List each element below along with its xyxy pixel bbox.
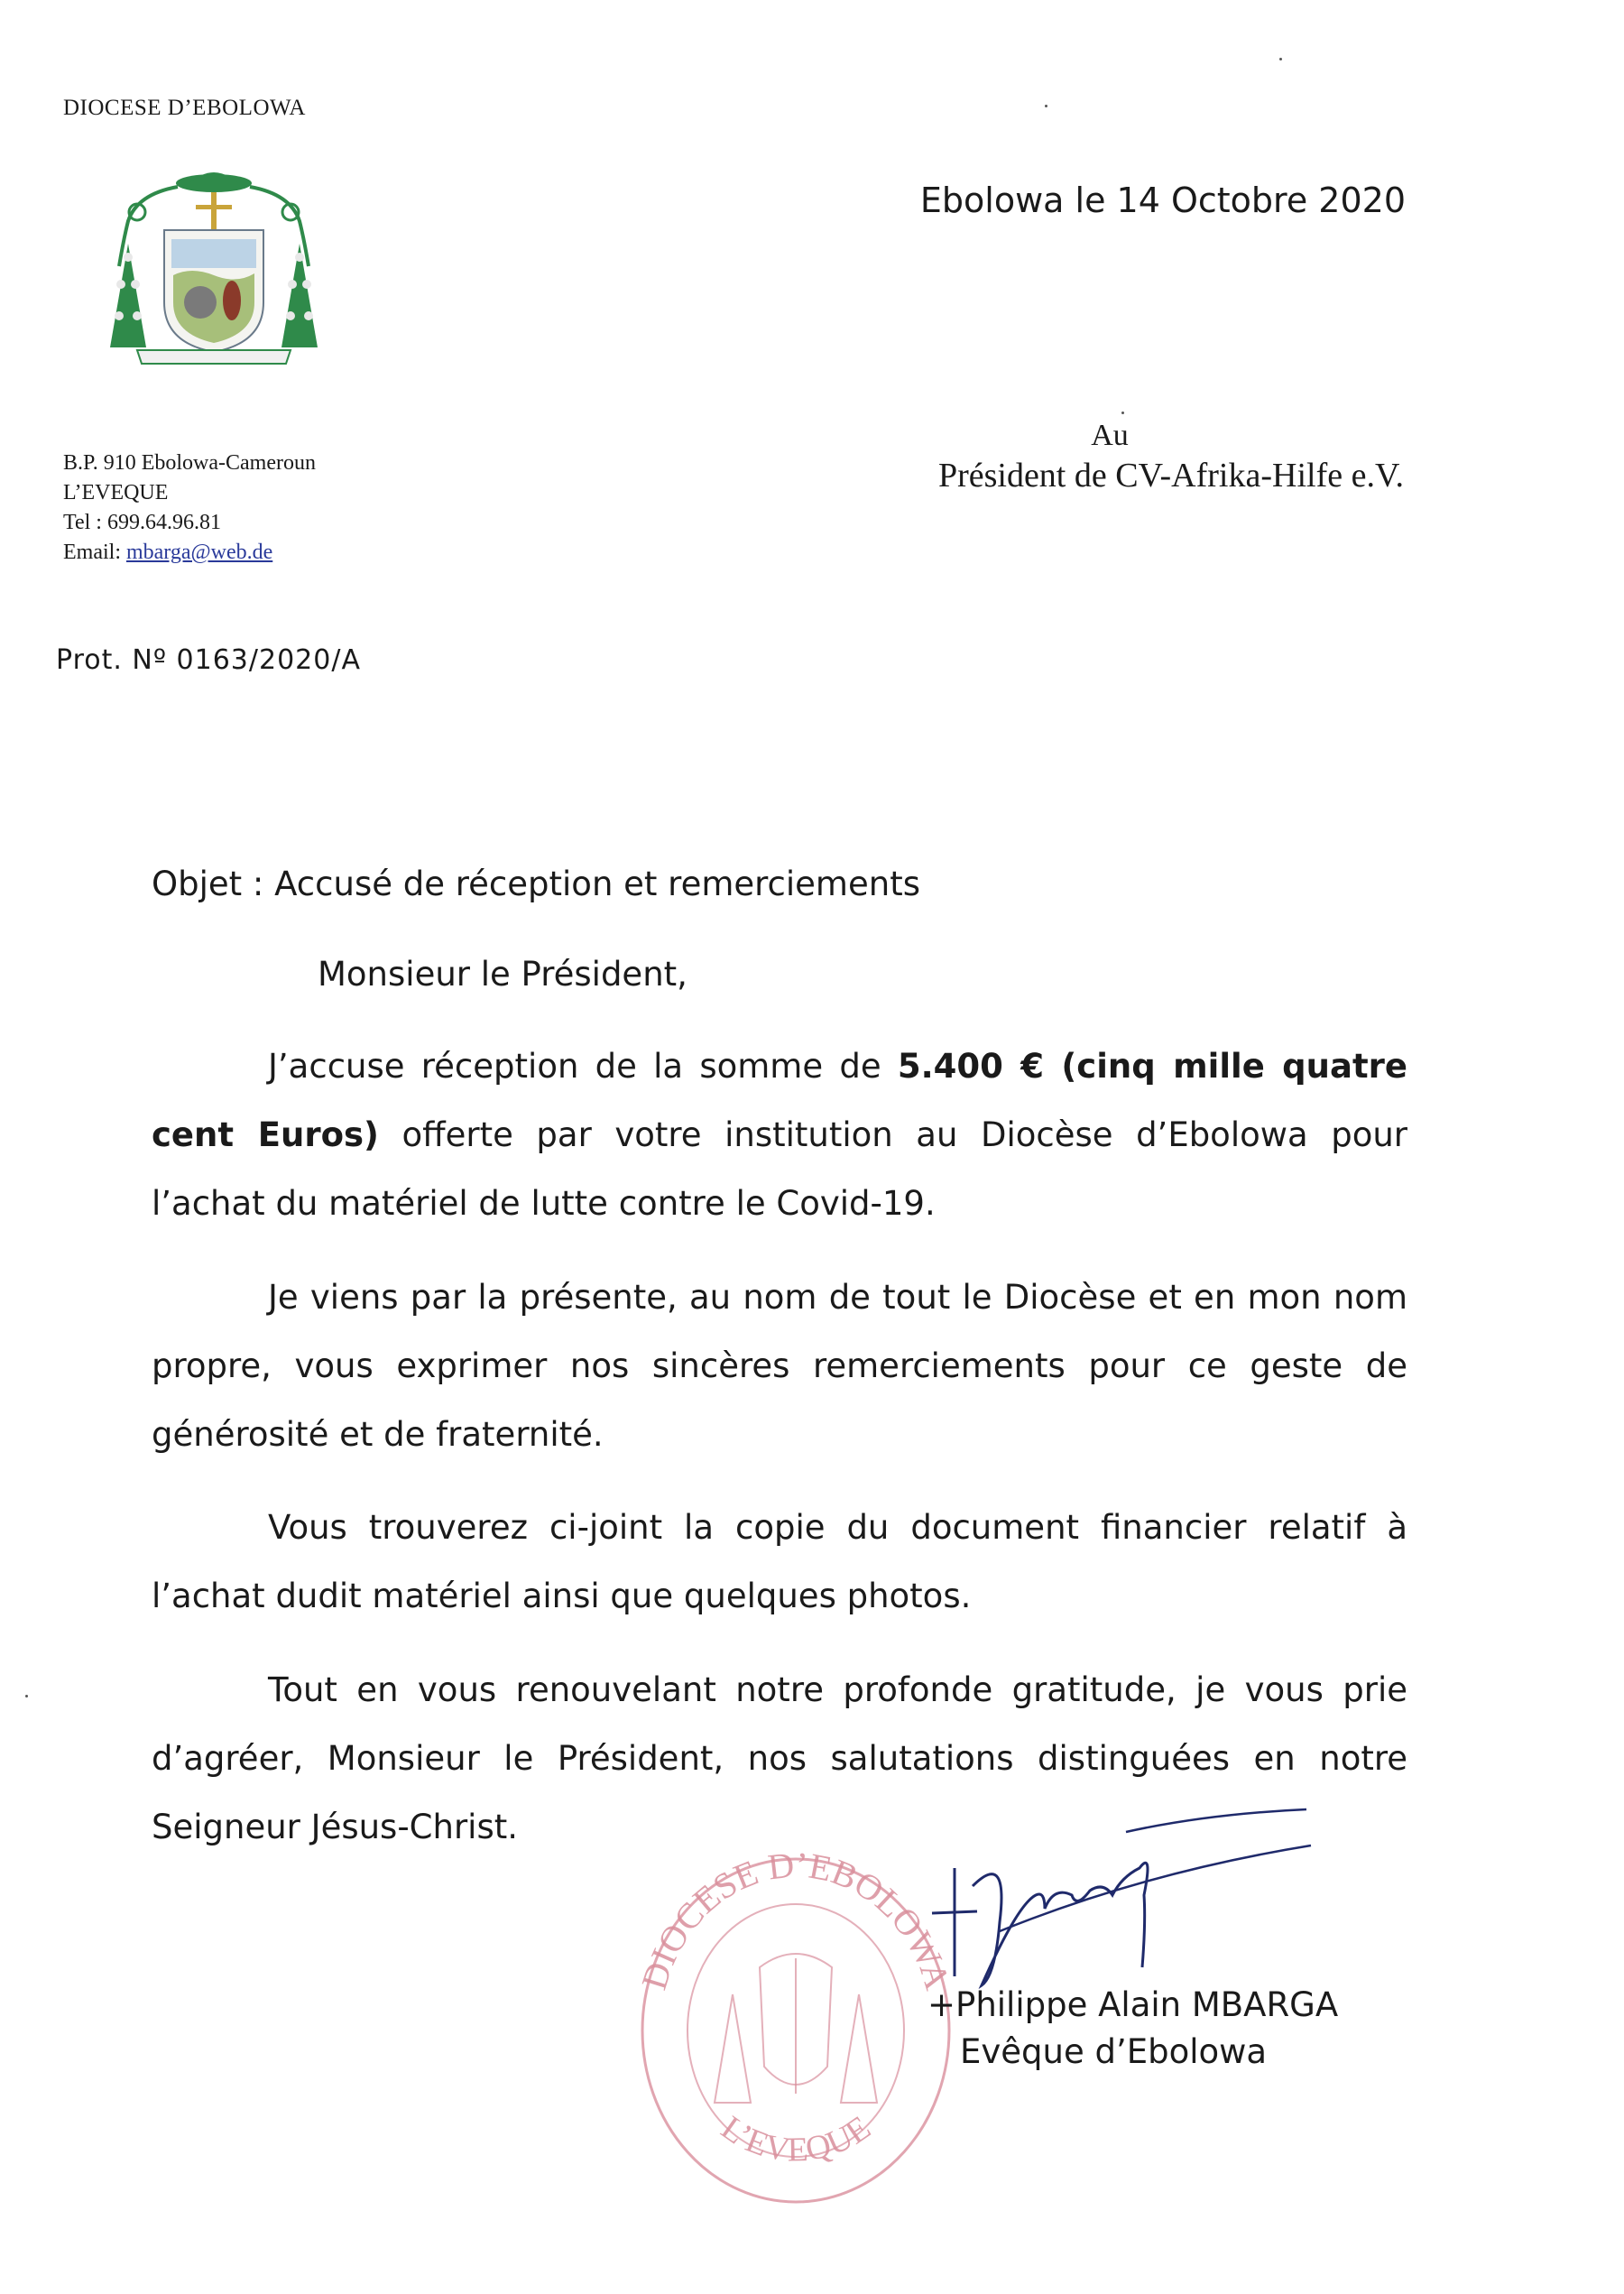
receipt-text-start: J’accuse réception de la somme de (268, 1047, 898, 1086)
postal-address: B.P. 910 Ebolowa-Cameroun (63, 451, 316, 475)
contact-block (63, 449, 316, 568)
receipt-text-end: offerte par votre institution au Diocèse d’Ebolowa pour l’achat du matériel de lutte contre le Covid-19. (152, 1115, 1408, 1223)
place-date: Ebolowa le 14 Octobre 2020 (919, 180, 1406, 220)
svg-text:DIOCESE D’EBOLOWA: DIOCESE D’EBOLOWA (632, 1844, 959, 1994)
scan-speck (1045, 105, 1047, 107)
email-line (63, 538, 316, 568)
sender-title: L’EVEQUE (63, 481, 169, 504)
closing-text: Tout en vous renouvelant notre profonde gratitude, je vous prie d’agréer, Monsieur le Président, nos salutations distinguées en notre Seigneur Jésus-Christ. (152, 1670, 1407, 1846)
email-label: Email: (63, 541, 121, 564)
handwritten-signature (909, 1796, 1315, 2003)
signer-title: Evêque d’Ebolowa (960, 2032, 1268, 2071)
email-link[interactable]: mbarga@web.de (125, 541, 273, 564)
paragraph-attachment (152, 1494, 1407, 1631)
signer-name: +Philippe Alain MBARGA (927, 1985, 1339, 2024)
telephone: Tel : 699.64.96.81 (63, 511, 221, 534)
thanks-text: Je viens par la présente, au nom de tout le Diocèse et en mon nom propre, vous exprimer nos sincères remerciements pour ce geste de générosité et de fraternité. (152, 1278, 1407, 1454)
protocol-number: Prot. Nº 0163/2020/A (56, 644, 361, 676)
diocese-name: DIOCESE D’EBOLOWA (63, 96, 306, 120)
scan-speck (1279, 58, 1282, 60)
recipient-name: Président de CV-Afrika-Hilfe e.V. (937, 457, 1404, 495)
letter-subject: Objet : Accusé de réception et remerciements (152, 865, 920, 903)
salutation: Monsieur le Président, (318, 955, 687, 994)
attachment-text: Vous trouverez ci-joint la copie du document financier relatif à l’achat dudit matériel ainsi que quelques photos. (152, 1508, 1407, 1615)
recipient-prefix: Au (1091, 419, 1129, 452)
scan-speck (25, 1695, 28, 1697)
paragraph-thanks (152, 1263, 1407, 1469)
coat-of-arms-logo (101, 167, 327, 370)
scan-speck (1121, 412, 1124, 414)
donation-amount: 5.400 € (cinq mille quatre cent Euros) (152, 1047, 1407, 1154)
signer-block (927, 1982, 1338, 2076)
svg-text:L’EVEQUE: L’EVEQUE (714, 2108, 878, 2169)
paragraph-receipt (152, 1032, 1407, 1238)
